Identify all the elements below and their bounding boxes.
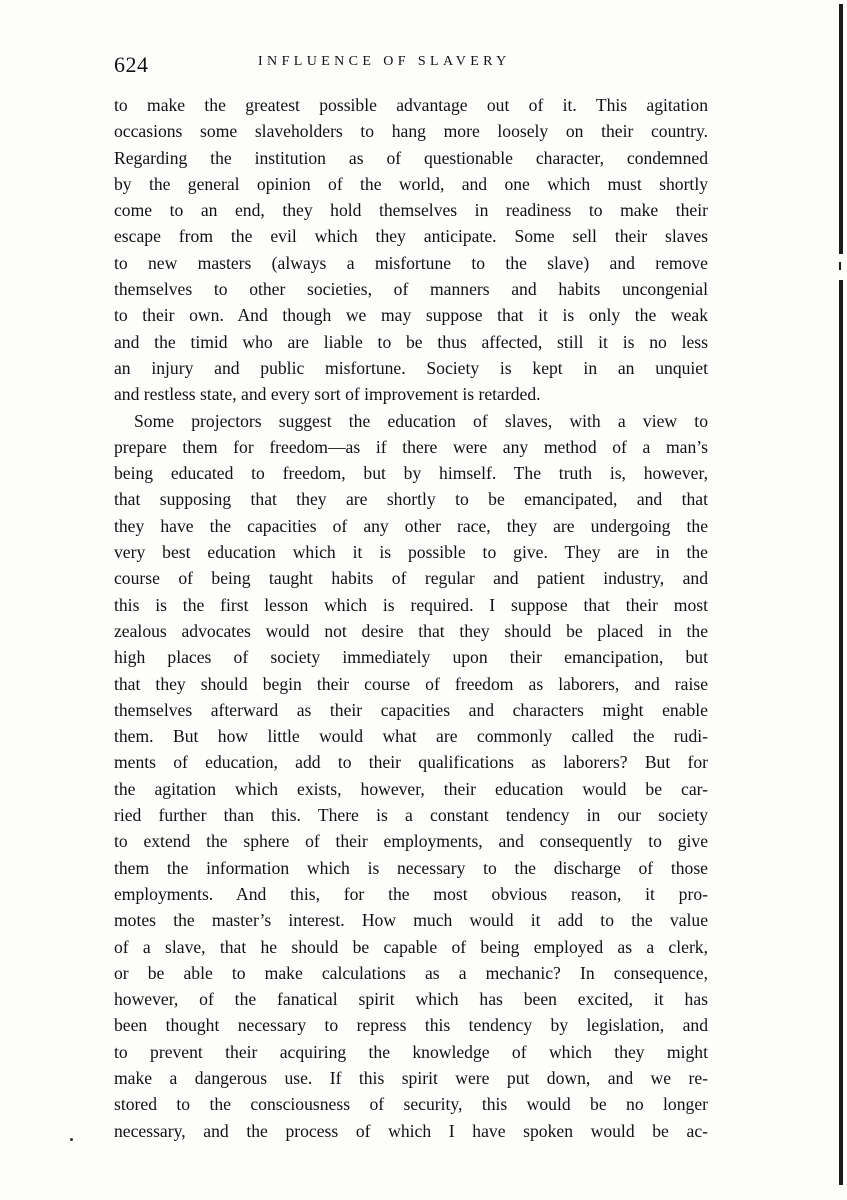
text-line: they have the capacities of any other race, they are undergoing the: [114, 515, 708, 536]
scan-speck: [70, 1138, 73, 1141]
text-line: Regarding the institution as of questionable character, condemned: [114, 147, 708, 168]
text-line: escape from the evil which they anticipate. Some sell their slaves: [114, 226, 708, 247]
text-line: to new masters (always a misfortune to the slave) and remove: [114, 252, 708, 273]
text-line: to make the greatest possible advantage out of it. This agitation: [114, 95, 708, 115]
scan-edge-shadow: [839, 262, 841, 270]
text-line: make a dangerous use. If this spirit were put down, and we re-: [114, 1067, 708, 1088]
text-line: the agitation which exists, however, their education would be car-: [114, 778, 708, 799]
text-line: to extend the sphere of their employments, and consequently to give: [114, 831, 708, 852]
text-line: motes the master’s interest. How much would it add to the value: [114, 910, 708, 931]
text-line: that supposing that they are shortly to be emancipated, and that: [114, 489, 708, 510]
text-line: that they should begin their course of freedom as laborers, and raise: [114, 673, 708, 694]
text-line: this is the first lesson which is required. I suppose that their most: [114, 594, 708, 615]
text-line: occasions some slaveholders to hang more loosely on their country.: [114, 121, 708, 142]
text-line: being educated to freedom, but by himself. The truth is, however,: [114, 463, 708, 484]
text-line: necessary, and the process of which I have spoken would be ac-: [114, 1120, 708, 1141]
text-line: come to an end, they hold themselves in readiness to make their: [114, 200, 708, 221]
text-line: and restless state, and every sort of improvement is retarded.: [114, 384, 541, 405]
page-header: [114, 52, 714, 82]
text-line: ried further than this. There is a constant tendency in our society: [114, 805, 708, 826]
text-line: of a slave, that he should be capable of being employed as a clerk,: [114, 936, 708, 957]
text-line: by the general opinion of the world, and one which must shortly: [114, 173, 708, 194]
scan-edge-shadow: [839, 280, 843, 1185]
text-line: themselves to other societies, of manners and habits uncongenial: [114, 279, 708, 300]
text-line: and the timid who are liable to be thus affected, still it is no less: [114, 331, 708, 352]
text-line: however, of the fanatical spirit which has been excited, it has: [114, 989, 708, 1010]
scan-edge-shadow: [839, 4, 843, 254]
text-line: stored to the consciousness of security, this would be no longer: [114, 1094, 708, 1115]
text-line: to prevent their acquiring the knowledge of which they might: [114, 1041, 708, 1062]
text-line: prepare them for freedom—as if there were any method of a man’s: [114, 436, 708, 457]
running-head: INFLUENCE OF SLAVERY: [258, 54, 511, 69]
text-line: very best education which it is possible to give. They are in the: [114, 542, 708, 563]
text-line: or be able to make calculations as a mechanic? In consequence,: [114, 962, 708, 983]
text-line: them the information which is necessary to the discharge of those: [114, 857, 708, 878]
paragraph-start-line: Some projectors suggest the education of slaves, with a view to: [134, 410, 708, 431]
text-line: an injury and public misfortune. Society is kept in an unquiet: [114, 357, 708, 378]
text-line: high places of society immediately upon their emancipation, but: [114, 647, 708, 668]
text-line: themselves afterward as their capacities and characters might enable: [114, 699, 708, 720]
text-line: them. But how little would what are commonly called the rudi-: [114, 726, 708, 747]
text-line: course of being taught habits of regular and patient industry, and: [114, 568, 708, 589]
body-text: [114, 92, 708, 1144]
text-line: been thought necessary to repress this tendency by legislation, and: [114, 1015, 708, 1036]
page-number: 624: [114, 52, 149, 77]
text-line: zealous advocates would not desire that they should be placed in the: [114, 620, 708, 641]
text-line: employments. And this, for the most obvious reason, it pro-: [114, 883, 708, 904]
text-line: to their own. And though we may suppose that it is only the weak: [114, 305, 708, 326]
text-line: ments of education, add to their qualifications as laborers? But for: [114, 752, 708, 773]
